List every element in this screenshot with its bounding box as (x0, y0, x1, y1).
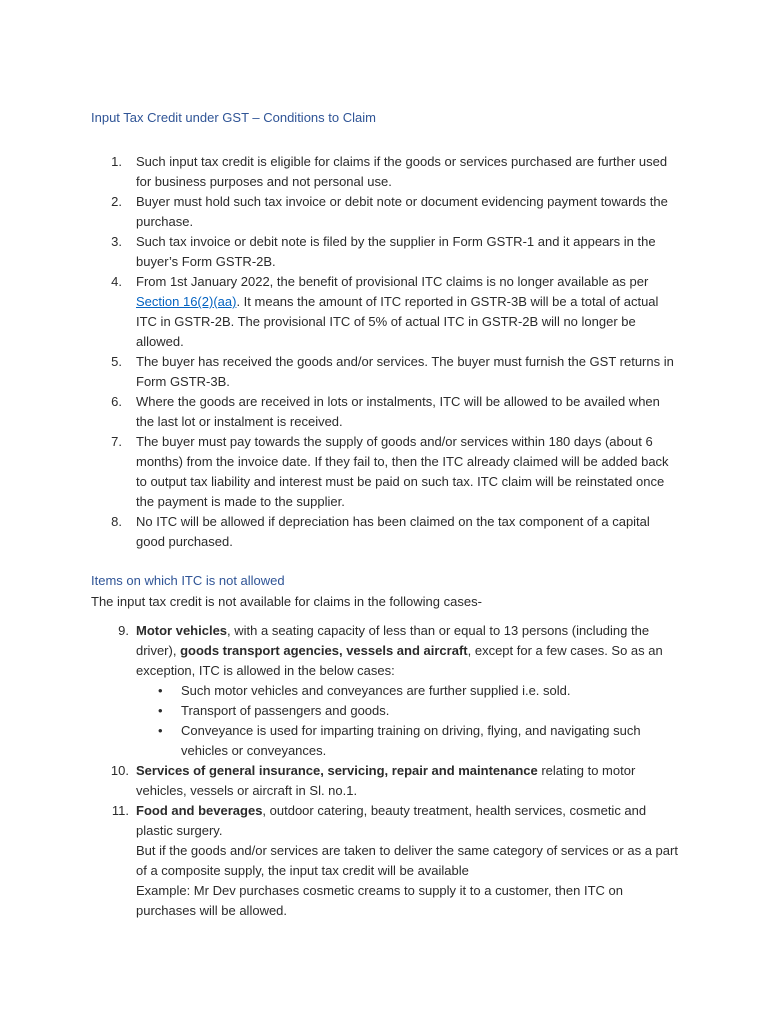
list-item-text: From 1st January 2022, the benefit of provisional ITC claims is no longer available as per (136, 274, 649, 289)
list-item (0, 432, 768, 512)
list-item-text: Where the goods are received in lots or instalments, ITC will be allowed to be availed when the last lot or instalment is received. (136, 394, 660, 429)
list-item-example: Example: Mr Dev purchases cosmetic creams to supply it to a customer, then ITC on purchases will be allowed. (136, 883, 623, 918)
bullet-text: Conveyance is used for imparting training on driving, flying, and navigating such vehicles or conveyances. (181, 723, 641, 758)
list-number: 1. (111, 154, 122, 169)
bullet-icon: • (158, 723, 163, 738)
list-item-text: , with a seating capacity of less than or equal to 13 persons (including the driver), (136, 623, 650, 658)
list-item-text: Buyer must hold such tax invoice or debit note or document evidencing payment towards the purchase. (136, 194, 668, 229)
list-item (0, 232, 768, 272)
list-item (0, 192, 768, 232)
section-intro: The input tax credit is not available for claims in the following cases- (91, 594, 482, 609)
list-item-text: The buyer must pay towards the supply of goods and/or services within 180 days (about 6 months) from the invoice date. If they fail to, then the ITC already claimed will be added back to output tax liability and interest must be paid on such tax. ITC claim will be reinstated once the payment is made to the supplier. (136, 434, 669, 509)
bold-term: Food and beverages (136, 803, 263, 818)
list-item-text: , except for a few cases. So as an exception, ITC is allowed in the below cases: (136, 643, 663, 678)
bold-term: Motor vehicles (136, 623, 228, 638)
list-number: 11. (111, 803, 129, 818)
list-item (0, 152, 768, 192)
list-item (0, 621, 768, 761)
bullet-item (136, 721, 680, 761)
list-item-text: relating to motor vehicles, vessels or aircraft in Sl. no.1. (136, 763, 636, 798)
list-item (0, 761, 768, 801)
list-number: 6. (111, 394, 122, 409)
bullet-icon: • (158, 703, 163, 718)
not-allowed-list (0, 621, 768, 921)
bold-term: goods transport agencies, vessels and aircraft (180, 643, 468, 658)
list-item (0, 272, 768, 352)
conditions-list (0, 152, 768, 552)
list-number: 3. (111, 234, 122, 249)
bullet-item (136, 681, 680, 701)
list-number: 2. (111, 194, 122, 209)
list-item (0, 392, 768, 432)
bullet-text: Such motor vehicles and conveyances are further supplied i.e. sold. (181, 683, 571, 698)
section-16-link[interactable]: Section 16(2)(aa) (136, 294, 237, 309)
section-heading-not-allowed: Items on which ITC is not allowed (91, 573, 285, 588)
list-number: 9. (118, 623, 129, 638)
list-number: 10. (110, 763, 129, 778)
bold-term: Services of general insurance, servicing, repair and maintenance (136, 763, 538, 778)
list-item-text: The buyer has received the goods and/or services. The buyer must furnish the GST returns in Form GSTR-3B. (136, 354, 674, 389)
section-heading-conditions: Input Tax Credit under GST – Conditions to Claim (91, 110, 376, 125)
list-number: 4. (111, 274, 122, 289)
list-item-paragraph: But if the goods and/or services are taken to deliver the same category of services or as a part of a composite supply, the input tax credit will be available (136, 843, 678, 878)
list-item (0, 352, 768, 392)
list-item (0, 512, 768, 552)
list-number: 8. (111, 514, 122, 529)
bullet-icon: • (158, 683, 163, 698)
exception-bullets (136, 681, 680, 761)
bullet-text: Transport of passengers and goods. (181, 703, 390, 718)
list-item-text: . It means the amount of ITC reported in GSTR-3B will be a total of actual ITC in GSTR-2B. The provisional ITC of 5% of actual ITC in GSTR-2B will no longer be allowed. (136, 294, 659, 349)
list-item-text: Such input tax credit is eligible for claims if the goods or services purchased are further used for business purposes and not personal use. (136, 154, 668, 189)
list-item-text: Such tax invoice or debit note is filed by the supplier in Form GSTR-1 and it appears in the buyer’s Form GSTR-2B. (136, 234, 656, 269)
bullet-item (136, 701, 680, 721)
list-item-text: , outdoor catering, beauty treatment, health services, cosmetic and plastic surgery. (136, 803, 647, 838)
list-item-text: No ITC will be allowed if depreciation has been claimed on the tax component of a capital good purchased. (136, 514, 650, 549)
list-number: 7. (111, 434, 122, 449)
list-item (0, 801, 768, 921)
list-number: 5. (111, 354, 122, 369)
